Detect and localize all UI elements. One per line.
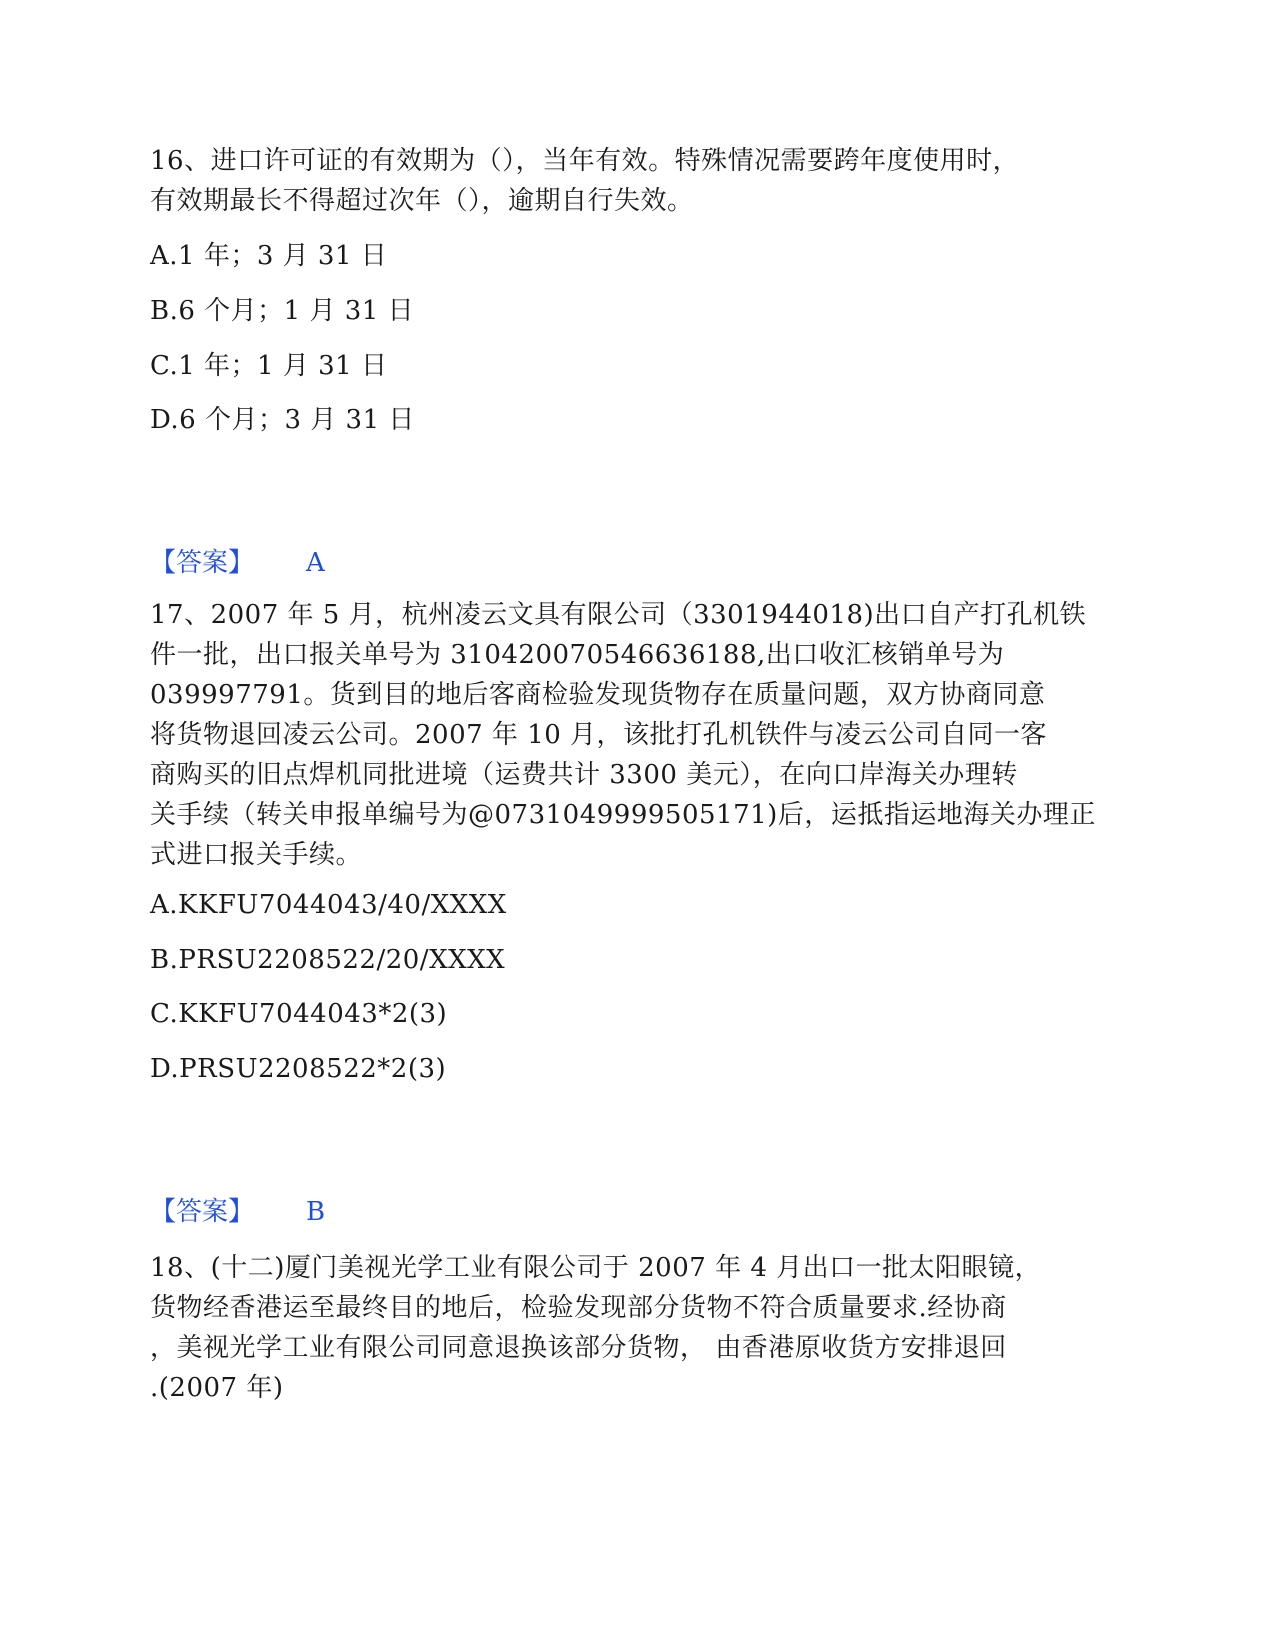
option-b: B.6 个月；1 月 31 日 bbox=[150, 296, 415, 326]
question-stem-line: 16、进口许可证的有效期为（），当年有效。特殊情况需要跨年度使用时， bbox=[150, 146, 1020, 176]
option-c: C.KKFU7044043*2(3) bbox=[150, 999, 448, 1029]
question-stem-line: 有效期最长不得超过次年（），逾期自行失效。 bbox=[150, 186, 694, 216]
answer-value: B bbox=[306, 1197, 326, 1227]
option-c: C.1 年；1 月 31 日 bbox=[150, 351, 388, 381]
question-stem-line: 式进口报关手续。 bbox=[150, 840, 363, 870]
question-stem-line: 关手续（转关申报单编号为@07310499995051​71)后，运抵指运地海关办理正 bbox=[150, 800, 1096, 830]
answer-17 bbox=[150, 1197, 325, 1227]
question-stem-line: 17、2007 年 5 月，杭州凌云文具有限公司（3301944018)出口自产打孔机铁 bbox=[150, 600, 1087, 630]
question-stem-line: 货物经香港运至最终目的地后，检验发现部分货物不符合质量要求.经协商 bbox=[150, 1293, 1007, 1323]
option-d: D.PRSU2208522*2(3) bbox=[150, 1054, 447, 1084]
answer-label: 【答案】 bbox=[150, 548, 255, 578]
option-b: B.PRSU2208522/20/XXXX bbox=[150, 945, 506, 975]
answer-16 bbox=[150, 548, 325, 578]
question-stem-line: 件一批，出口报关单号为 310420070546636188,出口收汇核销单号为 bbox=[150, 640, 1005, 670]
question-stem-line: 18、(十二)厦门美视光学工业有限公司于 2007 年 4 月出口一批太阳眼镜， bbox=[150, 1253, 1042, 1283]
option-a: A.1 年；3 月 31 日 bbox=[150, 241, 388, 271]
question-stem-line: ，美视光学工业有限公司同意退换该部分货物， 由香港原收货方安排退回 bbox=[150, 1333, 1007, 1363]
answer-label: 【答案】 bbox=[150, 1197, 255, 1227]
option-d: D.6 个月；3 月 31 日 bbox=[150, 405, 415, 435]
question-stem-line: 039997791。货到目的地后客商检验发现货物存在质量问题，双方协商同意 bbox=[150, 680, 1046, 710]
question-stem-line: 商购买的旧点焊机同批进境（运费共计 3300 美元），在向口岸海关办理转 bbox=[150, 760, 1018, 790]
question-stem-line: 将货物退回凌云公司。2007 年 10 月，该批打孔机铁件与凌云公司自同一客 bbox=[150, 720, 1048, 750]
answer-value: A bbox=[306, 548, 325, 578]
option-a: A.KKFU7044043/40/XXXX bbox=[150, 890, 507, 920]
question-stem-line: .(2007 年) bbox=[150, 1373, 284, 1403]
